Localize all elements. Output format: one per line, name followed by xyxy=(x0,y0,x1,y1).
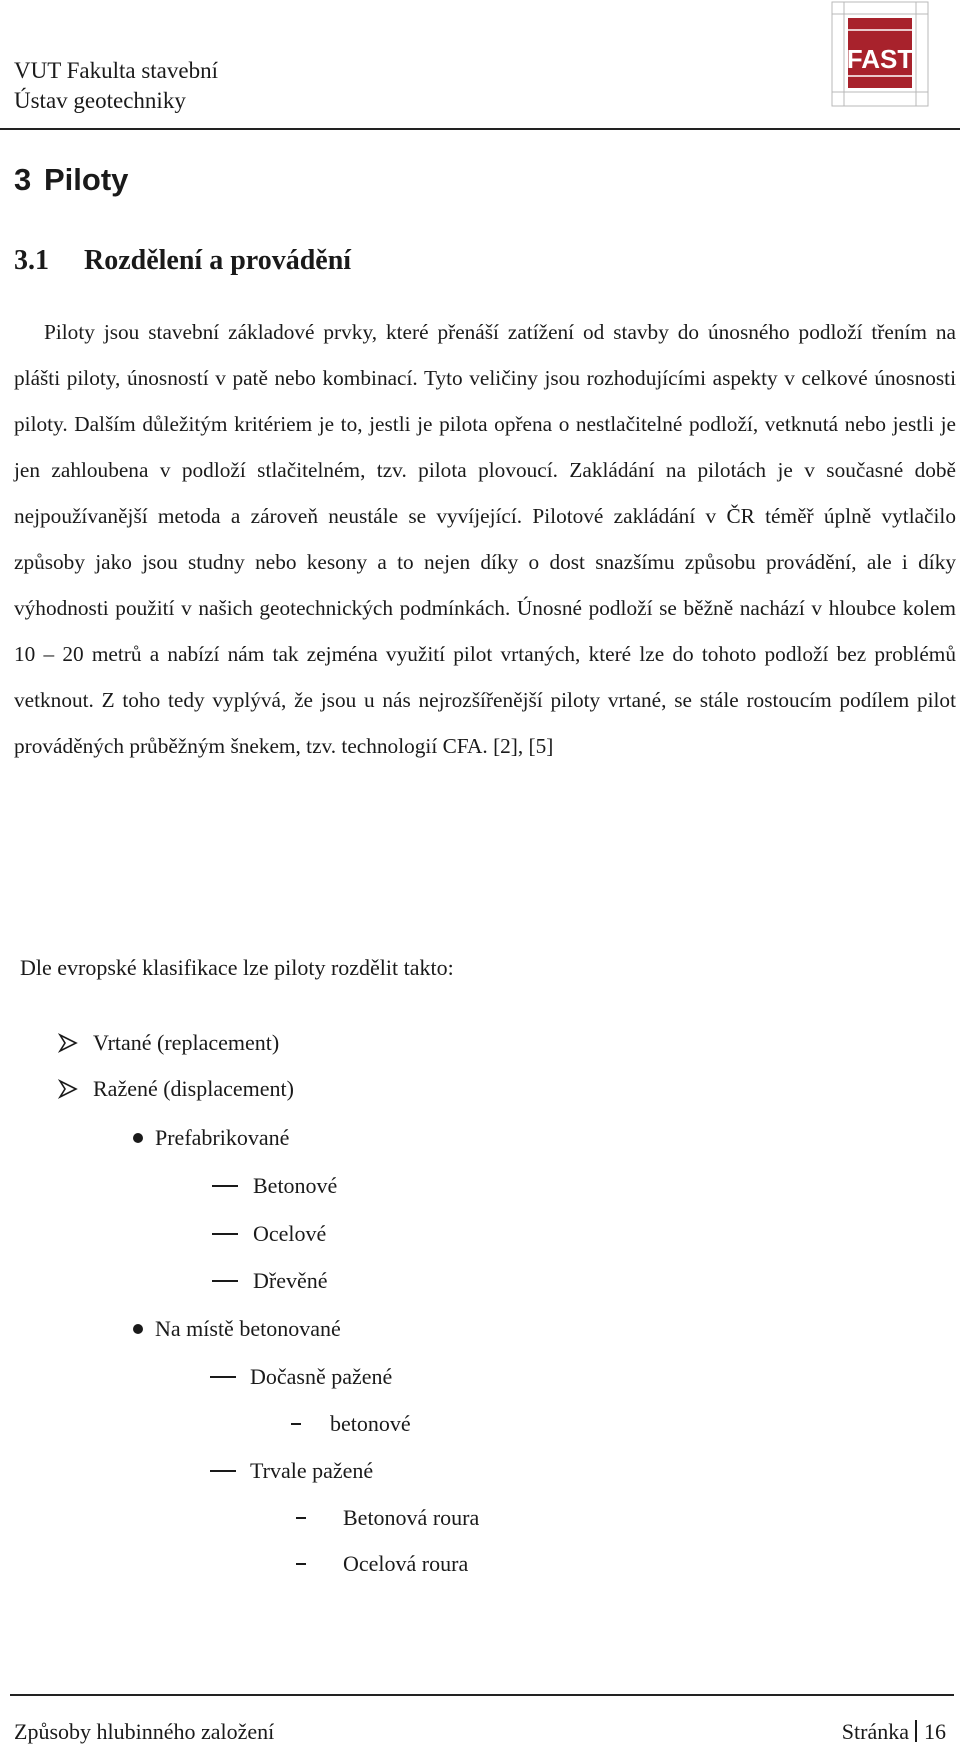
arrow-bullet-icon xyxy=(58,1079,78,1099)
list-item-concrete-casing: betonové xyxy=(330,1411,411,1436)
list-item-permanent-casing: Trvale pažené xyxy=(250,1458,374,1483)
footer-rule xyxy=(10,1694,954,1696)
bullet-dot-icon xyxy=(133,1133,143,1143)
bullet-dot-icon xyxy=(133,1324,143,1334)
chapter-title: Piloty xyxy=(44,162,129,197)
dash-bullet-icon xyxy=(210,1376,236,1378)
hyphen-bullet-icon xyxy=(291,1423,301,1425)
dash-bullet-icon xyxy=(212,1280,238,1282)
dash-bullet-icon xyxy=(212,1233,238,1235)
chapter-heading xyxy=(14,160,128,200)
page-number: 16 xyxy=(924,1719,946,1744)
list-item-concrete: Betonové xyxy=(253,1173,338,1198)
section-number: 3.1 xyxy=(14,245,49,276)
arrow-bullet-icon xyxy=(58,1033,78,1053)
list-item-steel-pipe: Ocelová roura xyxy=(343,1551,469,1576)
fast-logo xyxy=(830,0,930,118)
page-label: Stránka xyxy=(841,1719,909,1744)
page-number-block xyxy=(842,1718,946,1746)
header-faculty: VUT Fakulta stavební xyxy=(14,58,218,83)
list-item-drilled: Vrtané (replacement) xyxy=(93,1030,280,1055)
classification-intro: Dle evropské klasifikace lze piloty rozdělit takto: xyxy=(20,955,454,980)
list-item-concrete-pipe: Betonová roura xyxy=(343,1505,480,1530)
footer-title: Způsoby hlubinného založení xyxy=(14,1719,275,1744)
header-rule xyxy=(0,128,960,130)
dash-bullet-icon xyxy=(210,1470,236,1472)
hyphen-bullet-icon xyxy=(296,1517,306,1519)
list-item-steel: Ocelové xyxy=(253,1221,327,1246)
list-item-driven: Ražené (displacement) xyxy=(93,1076,294,1101)
list-item-prefabricated: Prefabrikované xyxy=(155,1125,290,1150)
hyphen-bullet-icon xyxy=(296,1563,306,1565)
list-item-wood: Dřevěné xyxy=(253,1268,328,1293)
list-item-cast-in-place: Na místě betonované xyxy=(155,1316,341,1341)
list-item-temporary-casing: Dočasně pažené xyxy=(250,1364,393,1389)
section-title: Rozdělení a provádění xyxy=(84,245,352,276)
page-separator xyxy=(915,1720,917,1742)
logo-text: FAST xyxy=(846,44,914,74)
section-heading xyxy=(14,243,351,279)
chapter-number: 3 xyxy=(14,162,32,197)
page-header xyxy=(14,56,218,116)
dash-bullet-icon xyxy=(212,1185,238,1187)
body-paragraph: Piloty jsou stavební základové prvky, které přenáší zatížení od stavby do únosného podloží třením na plášti piloty, únosností v patě nebo kombinací. Tyto veličiny jsou rozhodujícími aspekty v celkové únosnosti piloty. Dalším důležitým kritériem je to, jestli je pilota opřena o nestlačitelné podloží, vetknutá nebo jestli je jen zahloubena v podloží stlačitelném, tzv. pilota plovoucí. Zakládání na pilotách je v současné době nejpoužívanější metoda a zároveň neustále se vyvíjející. Pilotové zakládání v ČR téměř úplně vytlačilo způsoby jako jsou studny nebo kesony a to nejen díky o dost snazšímu způsobu provádění, ale i díky výhodnosti použití v našich geotechnických podmínkách. Únosné podloží se běžně nachází v hloubce kolem 10 – 20 metrů a nabízí nám tak zejména využití pilot vrtaných, které lze do tohoto podloží bez problémů vetknout. Z toho tedy vyplývá, že jsou u nás nejrozšířenější piloty vrtané, se stále rostoucím podílem pilot prováděných průběžným šnekem, tzv. technologií CFA. [2], [5] xyxy=(14,320,956,758)
header-institute: Ústav geotechniky xyxy=(14,88,186,113)
